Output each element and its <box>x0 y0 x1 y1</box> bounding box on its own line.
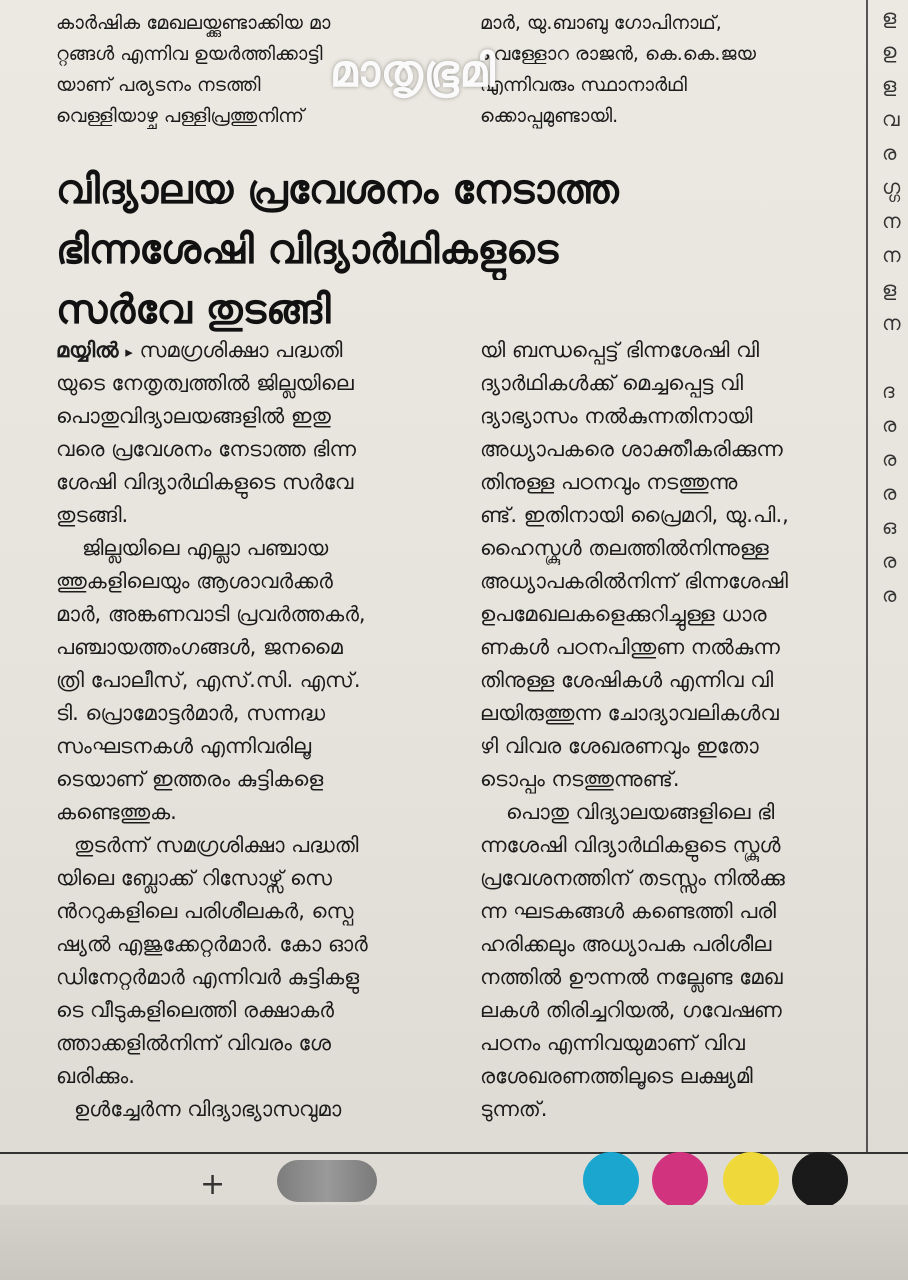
headline-line: സർവേ തുടങ്ങി <box>56 287 331 333</box>
body-line: നത്തിൽ ഊന്നൽ നല്ലേണ്ട മേഖ <box>480 965 783 989</box>
body-line: ഹൈസ്കൂൾ തലത്തിൽനിന്നുള്ള <box>480 536 769 560</box>
body-line: യുടെ നേതൃത്വത്തിൽ ജില്ലയിലെ <box>56 371 354 395</box>
body-line: ദ്യാഭ്യാസം നൽകുന്നതിനായി <box>480 404 753 428</box>
dateline-arrow-icon: ▸ <box>125 343 133 361</box>
edge-glyph: ര <box>882 413 897 437</box>
body-line: സമഗ്രശിക്ഷാ പദ്ധതി <box>139 338 343 362</box>
body-line: ടി. പ്രൊമോട്ടർമാർ, സന്നദ്ധ <box>56 701 326 725</box>
body-line: പഞ്ചായത്തംഗങ്ങൾ, ജനമൈ <box>56 635 343 659</box>
adjacent-column-edge <box>882 0 908 1160</box>
body-line: ലകൾ തിരിച്ചറിയൽ, ഗവേഷണ <box>480 998 782 1022</box>
body-line: ണകൾ പഠനപിന്തുണ നൽകുന്ന <box>480 635 780 659</box>
edge-glyph: ഒ <box>882 515 897 539</box>
body-line: യിലെ ബ്ലോക്ക് റിസോഴ്സ് സെ <box>56 866 332 890</box>
edge-glyph: ന <box>882 243 901 267</box>
column-divider-right <box>866 0 868 1152</box>
body-line: തുടർന്ന് സമഗ്രശിക്ഷാ പദ്ധതി <box>74 833 359 857</box>
top-left-line: യാണ് പര്യടനം നടത്തി <box>56 74 261 96</box>
body-line: ഖരിക്കും. <box>56 1064 135 1088</box>
edge-glyph: ര <box>882 549 897 573</box>
body-line: അധ്യാപകരെ ശാക്തീകരിക്കുന്ന <box>480 437 783 461</box>
body-line: രശേഖരണത്തിലൂടെ ലക്ഷ്യമി <box>480 1064 753 1088</box>
dateline-row <box>56 334 452 367</box>
top-right-line: എന്നിവരും സ്ഥാനാർഥി <box>480 74 687 96</box>
mathrubhumi-watermark: മാതൃഭൂമി <box>330 46 497 97</box>
black-print-dot <box>792 1152 848 1208</box>
top-right-line: വെള്ളോറ രാജൻ, കെ.കെ.ജയ <box>480 43 756 65</box>
edge-glyph: ഗ്ഗ <box>882 175 901 199</box>
body-line: തുടങ്ങി. <box>56 503 129 527</box>
body-line: ടുന്നത്. <box>480 1097 548 1121</box>
edge-glyph: ര <box>882 481 897 505</box>
edge-glyph: ര <box>882 141 897 165</box>
body-line: ടെയാണ് ഇത്തരം കുട്ടികളെ <box>56 767 324 791</box>
yellow-print-dot <box>723 1152 779 1208</box>
body-line: ത്രി പോലീസ്, എസ്.സി. എസ്. <box>56 668 361 692</box>
registration-plus-icon: + <box>200 1167 226 1202</box>
edge-glyph <box>882 340 908 374</box>
edge-glyph: വ <box>882 107 900 131</box>
body-line: ടെ വീടുകളിലെത്തി രക്ഷാകർ <box>56 998 334 1022</box>
body-line: പൊതുവിദ്യാലയങ്ങളിൽ ഇതു <box>56 404 331 428</box>
body-line: ഴി വിവര ശേഖരണവും ഇതോ <box>480 734 759 758</box>
body-line: പഠനം എന്നിവയുമാണ് വിവ <box>480 1031 745 1055</box>
edge-glyph: ന <box>882 311 901 335</box>
body-line: ത്തുകളിലെയും ആശാവർക്കർ <box>56 569 333 593</box>
body-line: സംഘടനകൾ എന്നിവരിലൂ <box>56 734 312 758</box>
body-line: ടൊപ്പം നടത്തുന്നുണ്ട്. <box>480 767 680 791</box>
edge-glyph: ള <box>882 73 897 97</box>
body-line: ഡിനേറ്റർമാർ എന്നിവർ കുട്ടികളു <box>56 965 360 989</box>
edge-glyph: ന <box>882 209 901 233</box>
body-line: ഷ്യൽ എജുക്കേറ്റർമാർ. കോ ഓർ <box>56 932 368 956</box>
body-line: വരെ പ്രവേശനം നേടാത്ത ഭിന്ന <box>56 437 356 461</box>
body-line: ദ്യാർഥികൾക്ക് മെച്ചപ്പെട്ട വി <box>480 371 744 395</box>
body-line: ഉപമേഖലകളെക്കുറിച്ചുള്ള ധാര <box>480 602 767 626</box>
body-line: ത്താക്കളിൽനിന്ന് വിവരം ശേ <box>56 1031 331 1055</box>
paper-bottom-edge <box>0 1205 908 1280</box>
body-line: തിനുള്ള ശേഷികൾ എന്നിവ വി <box>480 668 774 692</box>
body-line: പൊതു വിദ്യാലയങ്ങളിലെ ഭി <box>506 800 775 824</box>
gray-print-bar <box>277 1160 377 1202</box>
body-line: അധ്യാപകരിൽനിന്ന് ഭിന്നശേഷി <box>480 569 788 593</box>
dateline: മയ്യിൽ <box>56 338 119 362</box>
edge-glyph: ള <box>882 5 897 29</box>
body-line: യി ബന്ധപ്പെട്ട് ഭിന്നശേഷി വി <box>480 338 760 362</box>
body-line: തിനുള്ള പഠനവും നടത്തുന്നു <box>480 470 738 494</box>
top-left-line: കാർഷിക മേഖലയ്ക്കുണ്ടാക്കിയ മാ <box>56 12 331 34</box>
body-line: മാർ, അങ്കണവാടി പ്രവർത്തകർ, <box>56 602 366 626</box>
body-line: പ്രവേശനത്തിന് തടസ്സം നിൽക്കു <box>480 866 785 890</box>
body-line: ശേഷി വിദ്യാർഥികളുടെ സർവേ <box>56 470 354 494</box>
bottom-rule <box>0 1152 908 1154</box>
top-right-line: ക്കൊപ്പമുണ്ടായി. <box>480 105 619 127</box>
body-line: ഉൾച്ചേർന്ന വിദ്യാഭ്യാസവുമാ <box>74 1097 342 1121</box>
headline-line: ഭിന്നശേഷി വിദ്യാർഥികളുടെ <box>56 227 559 273</box>
body-line: ന്നശേഷി വിദ്യാർഥികളുടെ സ്കൂൾ <box>480 833 781 857</box>
top-left-line: വെള്ളിയാഴ്ച പള്ളിപ്രത്തുനിന്ന് <box>56 105 304 127</box>
edge-glyph: ര <box>882 583 897 607</box>
cyan-print-dot <box>583 1152 639 1208</box>
edge-glyph: ര <box>882 447 897 471</box>
edge-glyph: ള <box>882 277 897 301</box>
edge-glyph: ദ <box>882 379 895 403</box>
magenta-print-dot <box>652 1152 708 1208</box>
body-line: ഹരിക്കലും അധ്യാപക പരിശീല <box>480 932 772 956</box>
top-right-prev-article <box>480 8 855 132</box>
body-line: കണ്ടെത്തുക. <box>56 800 177 824</box>
body-line: ൻററുകളിലെ പരിശീലകർ, സ്പെ <box>56 899 354 923</box>
article-left-column <box>56 334 452 1126</box>
body-line: ന്ന ഘടകങ്ങൾ കണ്ടെത്തി പരി <box>480 899 776 923</box>
body-line: ജില്ലയിലെ എല്ലാ പഞ്ചായ <box>82 536 329 560</box>
edge-glyph: ഉ <box>882 39 897 63</box>
headline-line: വിദ്യാലയ പ്രവേശനം നേടാത്ത <box>56 167 619 213</box>
article-headline <box>56 160 696 340</box>
body-line: ലയിരുത്തുന്ന ചോദ്യാവലികൾവ <box>480 701 779 725</box>
body-line: ണ്ട്. ഇതിനായി പ്രൈമറി, യു.പി., <box>480 503 789 527</box>
top-left-line: റ്റങ്ങൾ എന്നിവ ഉയർത്തിക്കാട്ടി <box>56 43 323 65</box>
top-right-line: മാർ, യു.ബാബു ഗോപിനാഥ്, <box>480 12 722 34</box>
article-right-column <box>480 334 866 1126</box>
